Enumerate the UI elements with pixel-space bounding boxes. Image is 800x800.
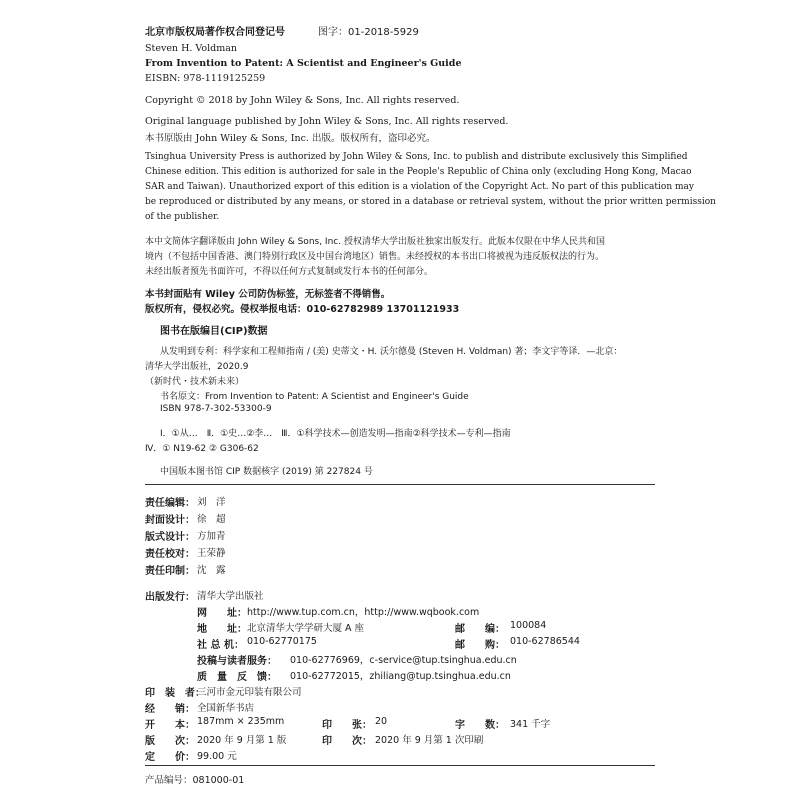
product-number: 产品编号：081000-01 (145, 775, 245, 786)
license-en-line: SAR and Taiwan). Unauthorized export of this edition is a violation of the Copyright Act. No part of this publication may (145, 182, 694, 192)
license-en-line: of the publisher. (145, 212, 220, 222)
license-cn-line: 本中文简体字翻译版由 John Wiley & Sons, Inc. 授权清华大学出版社独家出版发行。此版本仅限在中华人民共和国 (145, 237, 605, 247)
copyright: Copyright © 2018 by John Wiley & Sons, Inc. All rights reserved. (145, 95, 460, 106)
zip-label: 邮 编： (455, 624, 505, 635)
word-count-label: 字 数： (455, 720, 505, 731)
editor-value: 刘 洋 (197, 497, 226, 508)
editor-label: 封面设计： (145, 515, 195, 526)
cip-record: 中国版本图书馆 CIP 数据核字 (2019) 第 227824 号 (160, 467, 373, 477)
editor-value: 王荣静 (197, 548, 226, 559)
editor-value: 徐 超 (197, 514, 226, 525)
price-label: 定 价： (145, 752, 195, 763)
address-label: 地 址： (197, 624, 247, 635)
mail-order-label: 邮 购： (455, 640, 505, 651)
divider (145, 765, 655, 766)
editor-label: 责任编辑： (145, 498, 195, 509)
printer-label: 印 装 者： (145, 688, 205, 699)
editor-label: 责任校对： (145, 549, 195, 560)
license-en-line: Tsinghua University Press is authorized by John Wiley & Sons, Inc. to publish and distribute exclusively this Simplified (145, 152, 688, 162)
original-title: From Invention to Patent: A Scientist and Engineer's Guide (145, 58, 462, 69)
format-value: 187mm × 235mm (197, 716, 285, 727)
piracy-report-notice: 版权所有，侵权必究。侵权举报电话：010-62782989 13701121933 (145, 304, 460, 315)
license-en-line: Chinese edition. This edition is authorized for sale in the People's Republic of China only (excluding Hong Kong, Macao (145, 167, 692, 177)
sheets-value: 20 (375, 716, 388, 727)
cip-heading: 图书在版编目(CIP)数据 (160, 326, 268, 337)
editor-value: 沈 露 (197, 565, 226, 576)
cip-line: 书名原文：From Invention to Patent: A Scientist and Engineer's Guide (160, 392, 469, 402)
distributor-label: 经 销： (145, 704, 195, 715)
quality-feedback-value: 010-62772015，zhiliang@tup.tsinghua.edu.cn (290, 671, 511, 682)
registration-label: 北京市版权局著作权合同登记号 (145, 27, 285, 38)
website-label: 网 址： (197, 608, 247, 619)
cip-line: 清华大学出版社，2020.9 (145, 362, 249, 372)
format-label: 开 本： (145, 720, 195, 731)
anti-counterfeit-notice: 本书封面贴有 Wiley 公司防伪标签，无标签者不得销售。 (145, 289, 391, 300)
reader-service-label: 投稿与读者服务： (197, 656, 277, 667)
eisbn: EISBN: 978-1119125259 (145, 73, 266, 84)
license-cn-line: 未经出版者预先书面许可，不得以任何方式复制或发行本书的任何部分。 (145, 267, 434, 277)
license-en-line: be reproduced or distributed by any means, or stored in a database or retrieval system, without the prior written permission (145, 197, 716, 207)
cip-class-line: Ⅳ．① N19-62 ② G306-62 (145, 444, 259, 454)
impression-label: 印 次： (322, 736, 372, 747)
editor-value: 方加青 (197, 531, 226, 542)
author: Steven H. Voldman (145, 43, 238, 54)
registration-number: 图字：01-2018-5929 (318, 27, 419, 38)
cip-class-line: Ⅰ．①从… Ⅱ．①史…②李… Ⅲ．①科学技术—创造发明—指南②科学技术—专利—指南 (160, 429, 511, 439)
impression-value: 2020 年 9 月第 1 次印刷 (375, 735, 484, 746)
cip-line: ISBN 978-7-302-53300-9 (160, 404, 272, 414)
publisher-label: 出版发行： (145, 592, 195, 603)
published-by-cn: 本书原版由 John Wiley & Sons, Inc. 出版。版权所有，盗印必究。 (145, 133, 436, 144)
mail-order-value: 010-62786544 (510, 636, 580, 647)
printer-value: 三河市金元印装有限公司 (197, 687, 302, 698)
distributor-value: 全国新华书店 (197, 703, 255, 714)
word-count-value: 341 千字 (510, 719, 551, 730)
cip-line: （新时代・技术新未来） (145, 377, 245, 387)
editor-label: 责任印制： (145, 566, 195, 577)
published-by: Original language published by John Wiley & Sons, Inc. All rights reserved. (145, 116, 509, 127)
editor-label: 版式设计： (145, 532, 195, 543)
license-cn-line: 境内（不包括中国香港、澳门特别行政区及中国台湾地区）销售。未经授权的本书出口将被视为违反版权法的行为。 (145, 252, 605, 262)
reader-service-value: 010-62776969，c-service@tup.tsinghua.edu.cn (290, 655, 517, 666)
cip-line: 从发明到专利：科学家和工程师指南 / (美) 史蒂文・H. 沃尔德曼 (Steven H. Voldman) 著；李文宇等译．—北京： (160, 347, 623, 357)
divider (145, 484, 655, 485)
edition-value: 2020 年 9 月第 1 版 (197, 735, 287, 746)
switchboard-label: 社 总 机： (197, 640, 244, 651)
zip-value: 100084 (510, 620, 547, 631)
website-value: http://www.tup.com.cn，http://www.wqbook.com (247, 607, 480, 618)
switchboard-value: 010-62770175 (247, 636, 317, 647)
address-value: 北京清华大学学研大厦 A 座 (247, 623, 365, 634)
quality-feedback-label: 质 量 反 馈： (197, 672, 277, 683)
publisher-name: 清华大学出版社 (197, 591, 264, 602)
edition-label: 版 次： (145, 736, 195, 747)
price-value: 99.00 元 (197, 751, 237, 762)
sheets-label: 印 张： (322, 720, 372, 731)
